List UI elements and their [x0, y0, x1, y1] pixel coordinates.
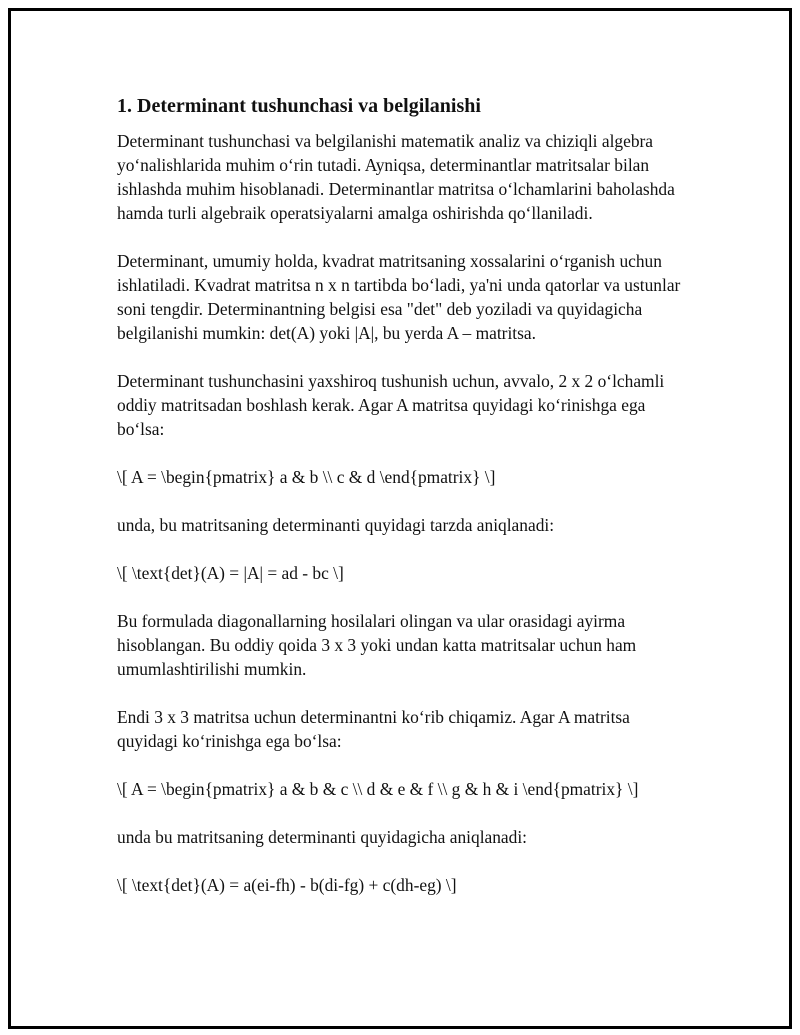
paragraph-2x2-det-intro: unda, bu matritsaning determinanti quyidagi tarzda aniqlanadi:	[117, 515, 555, 535]
formula-3x3-matrix: \[ A = \begin{pmatrix} a & b & c \\ d & e & f \\ g & h & i \end{pmatrix} \]	[117, 779, 639, 799]
paragraph-3x3-intro: Endi 3 x 3 matritsa uchun determinantni ko‘rib chiqamiz. Agar A matritsa quyidagi ko‘rinishga ega bo‘lsa:	[117, 707, 630, 751]
paragraph-intro: Determinant tushunchasi va belgilanishi matematik analiz va chiziqli algebra yo‘nalishlarida muhim o‘rin tutadi. Ayniqsa, determinantlar matritsalar bilan ishlashda muhim hisoblanadi. Determinantlar matritsa o‘lchamlarini baholashda hamda turli algebraik operatsiyalarni amalga oshirishda qo‘llaniladi.	[117, 131, 675, 223]
paragraph-3x3-det-intro: unda bu matritsaning determinanti quyidagicha aniqlanadi:	[117, 827, 528, 847]
document-body	[117, 92, 687, 921]
paragraph-definition: Determinant, umumiy holda, kvadrat matritsaning xossalarini o‘rganish uchun ishlatiladi. Kvadrat matritsa n x n tartibda bo‘ladi, ya'ni unda qatorlar va ustunlar soni tengdir. Determinantning belgisi esa "det" deb yoziladi va quyidagicha belgilanishi mumkin: det(A) yoki |A|, bu yerda A – matritsa.	[117, 251, 681, 343]
formula-2x2-matrix: \[ A = \begin{pmatrix} a & b \\ c & d \end{pmatrix} \]	[117, 467, 496, 487]
paragraph-explanation: Bu formulada diagonallarning hosilalari olingan va ular orasidagi ayirma hisoblangan. Bu oddiy qoida 3 x 3 yoki undan katta matritsalar uchun ham umumlashtirilishi mumkin.	[117, 611, 637, 679]
formula-3x3-det: \[ \text{det}(A) = a(ei-fh) - b(di-fg) + c(dh-eg) \]	[117, 875, 457, 895]
paragraph-2x2-intro: Determinant tushunchasini yaxshiroq tushunish uchun, avvalo, 2 x 2 o‘lchamli oddiy matritsadan boshlash kerak. Agar A matritsa quyidagi ko‘rinishga ega bo‘lsa:	[117, 371, 665, 439]
formula-2x2-det: \[ \text{det}(A) = |A| = ad - bc \]	[117, 563, 344, 583]
section-heading: 1. Determinant tushunchasi va belgilanishi	[117, 95, 481, 117]
